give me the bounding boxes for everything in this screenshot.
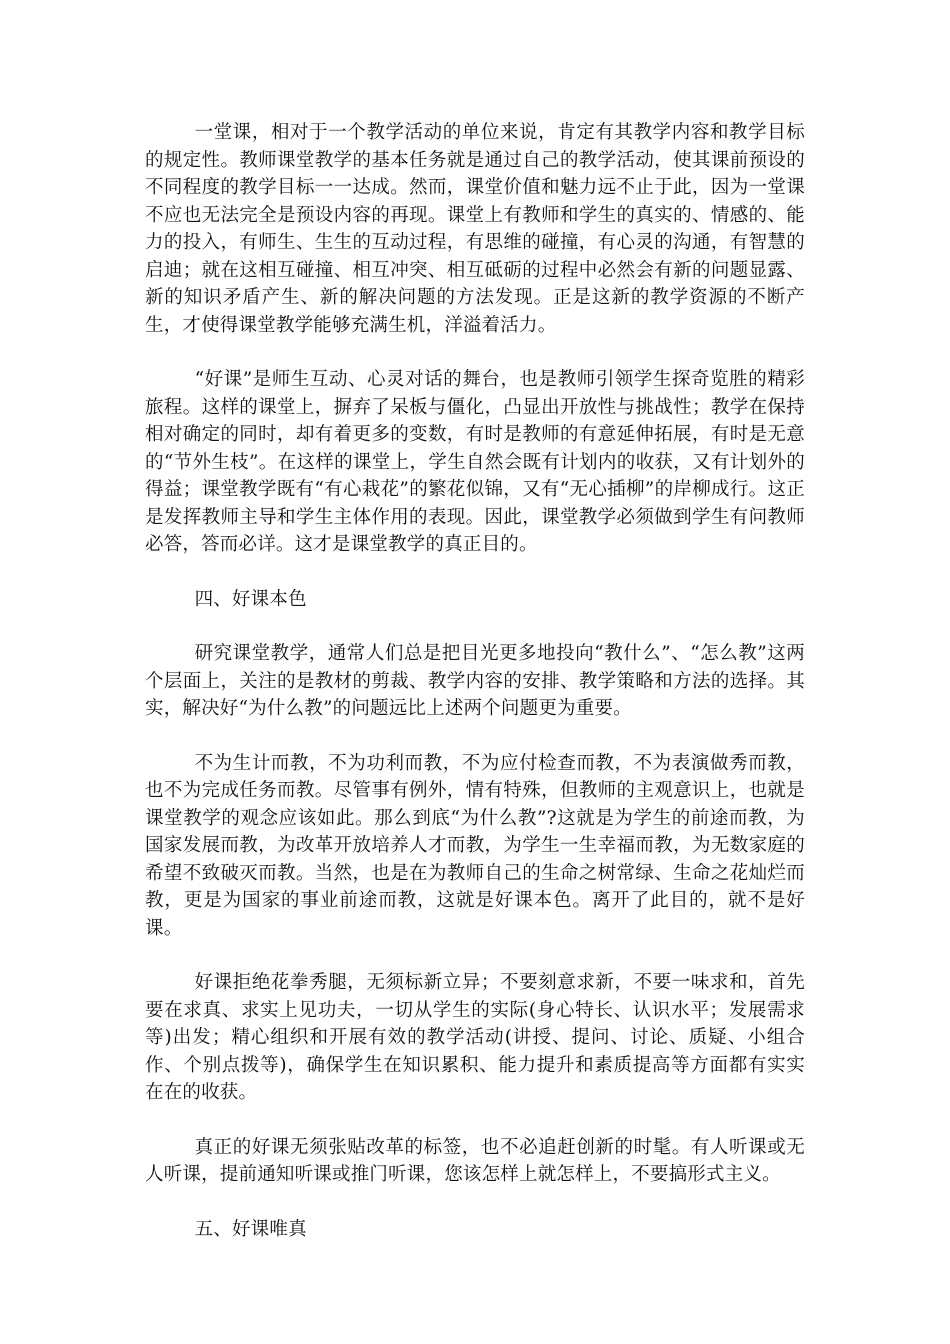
paragraph-no-labels: 真正的好课无须张贴改革的标签，也不必追赶创新的时髦。有人听课或无人听课，提前通知听课或推门听课，您该怎样上就怎样上，不要搞形式主义。 <box>145 1136 805 1185</box>
section-heading-5: 五、好课唯真 <box>194 1218 307 1240</box>
document-body <box>145 119 805 1270</box>
paragraph-no-showiness: 好课拒绝花拳秀腿，无须标新立异；不要刻意求新，不要一味求和，首先要在求真、求实上见功夫，一切从学生的实际(身心特长、认识水平；发展需求等)出发；精心组织和开展有效的教学活动(讲授、提问、讨论、质疑、小组合作、个别点拨等)，确保学生在知识累积、能力提升和素质提高等方面都有实实在在的收获。 <box>145 972 805 1103</box>
paragraph-good-lesson-stage: “好课”是师生互动、心灵对话的舞台，也是教师引领学生探奇览胜的精彩旅程。这样的课堂上，摒弃了呆板与僵化，凸显出开放性与挑战性；教学在保持相对确定的同时，却有着更多的变数，有时是教师的有意延伸拓展，有时是无意的“节外生枝”。在这样的课堂上，学生自然会既有计划内的收获，又有计划外的得益；课堂教学既有“有心栽花”的繁花似锦，又有“无心插柳”的岸柳成行。这正是发挥教师主导和学生主体作用的表现。因此，课堂教学必须做到学生有问教师必答，答而必详。这才是课堂教学的真正目的。 <box>145 369 805 555</box>
paragraph-why-teach: 研究课堂教学，通常人们总是把目光更多地投向“教什么”、“怎么教”这两个层面上，关注的是教材的剪裁、教学内容的安排、教学策略和方法的选择。其实，解决好“为什么教”的问题远比上述两个问题更为重要。 <box>145 643 805 719</box>
section-heading-4: 四、好课本色 <box>194 588 307 610</box>
paragraph-teaching-purpose: 不为生计而教，不为功利而教，不为应付检查而教，不为表演做秀而教，也不为完成任务而教。尽管事有例外，情有特殊，但教师的主观意识上，也就是课堂教学的观念应该如此。那么到底“为什么教”?这就是为学生的前途而教，为国家发展而教，为改革开放培养人才而教，为学生一生幸福而教，为无数家庭的希望不致破灭而教。当然，也是在为教师自己的生命之树常绿、生命之花灿烂而教，更是为国家的事业前途而教，这就是好课本色。离开了此目的，就不是好课。 <box>145 752 805 939</box>
paragraph-classroom-dynamics: 一堂课，相对于一个教学活动的单位来说，肯定有其教学内容和教学目标的规定性。教师课堂教学的基本任务就是通过自己的教学活动，使其课前预设的不同程度的教学目标一一达成。然而，课堂价值和魅力远不止于此，因为一堂课不应也无法完全是预设内容的再现。课堂上有教师和学生的真实的、情感的、能力的投入，有师生、生生的互动过程，有思维的碰撞，有心灵的沟通，有智慧的启迪；就在这相互碰撞、相互冲突、相互砥砺的过程中必然会有新的问题显露、新的知识矛盾产生、新的解决问题的方法发现。正是这新的教学资源的不断产生，才使得课堂教学能够充满生机，洋溢着活力。 <box>145 122 805 336</box>
